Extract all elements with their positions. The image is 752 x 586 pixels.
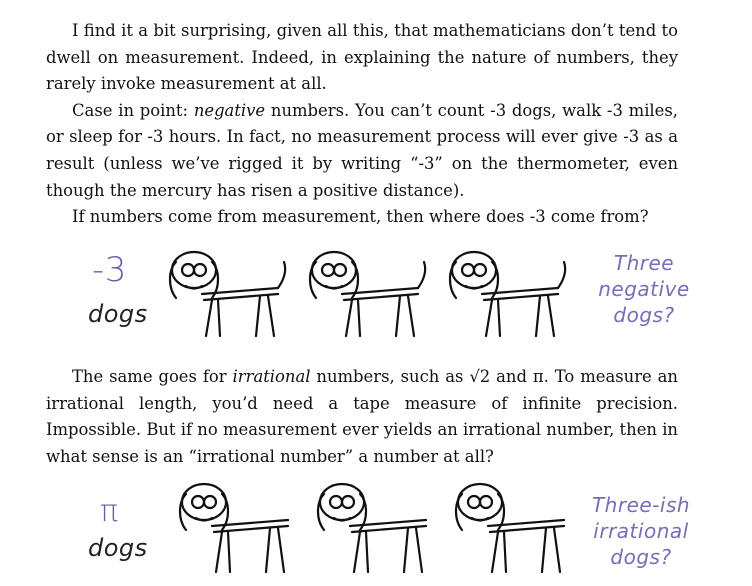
paragraph-2-part-1: Case in point:	[72, 100, 194, 120]
top-paragraphs	[46, 18, 678, 231]
minus-three-label: -3	[92, 250, 127, 290]
three-negative-dogs-note	[594, 250, 694, 328]
note-line: Three	[613, 251, 675, 275]
paragraph-4-part-1: The same goes for	[72, 367, 233, 386]
paragraph-2	[46, 98, 678, 204]
pi-label: π	[100, 494, 119, 529]
dogs-label: dogs	[88, 300, 148, 328]
paragraph-1: I find it a bit surprising, given all this, that mathematicians don’t tend to dwell on measurement. Indeed, in explaining the nature of numbers, they rarely invoke measurement at all.	[46, 21, 678, 94]
paragraph-2-part-2: numbers. You can’t count -3 dogs, walk -3 miles, or sleep for -3 hours. In fact, no measurement process will ever give -3 as a result (unless we’ve rigged it by writing “-3” on the thermometer, even though the mercury has risen a positive distance).	[46, 100, 678, 200]
note-line: Three-ish	[591, 493, 691, 517]
note-line: negative	[598, 277, 690, 301]
irrational-dogs-illustration	[0, 472, 752, 586]
negative-dogs-illustration	[0, 240, 752, 340]
note-line: irrational	[593, 519, 689, 543]
dog-drawing	[300, 248, 440, 340]
dogs-label: dogs	[88, 534, 148, 562]
dog-drawing	[160, 248, 300, 340]
paragraph-3: If numbers come from measurement, then where does -3 come from?	[72, 207, 649, 227]
dog-drawing	[170, 480, 310, 580]
note-line: dogs?	[610, 545, 672, 569]
paragraph-4-part-2: numbers, such as √2 and π. To measure an irrational length, you’d need a tape measure of infinite precision. Impossible. But if no measurement ever yields an irrational number, then in what sense is an “irrational number” a number at all?	[46, 367, 678, 466]
dog-drawing	[440, 248, 580, 340]
dog-drawing	[308, 480, 448, 580]
three-ish-irrational-dogs-note	[586, 492, 696, 570]
dog-drawing	[446, 480, 586, 580]
bottom-paragraph-block	[46, 364, 678, 470]
paragraph-4	[46, 364, 678, 470]
paragraph-2-emphasis: negative	[193, 100, 266, 120]
note-line: dogs?	[613, 303, 675, 327]
paragraph-4-emphasis: irrational	[232, 367, 311, 386]
